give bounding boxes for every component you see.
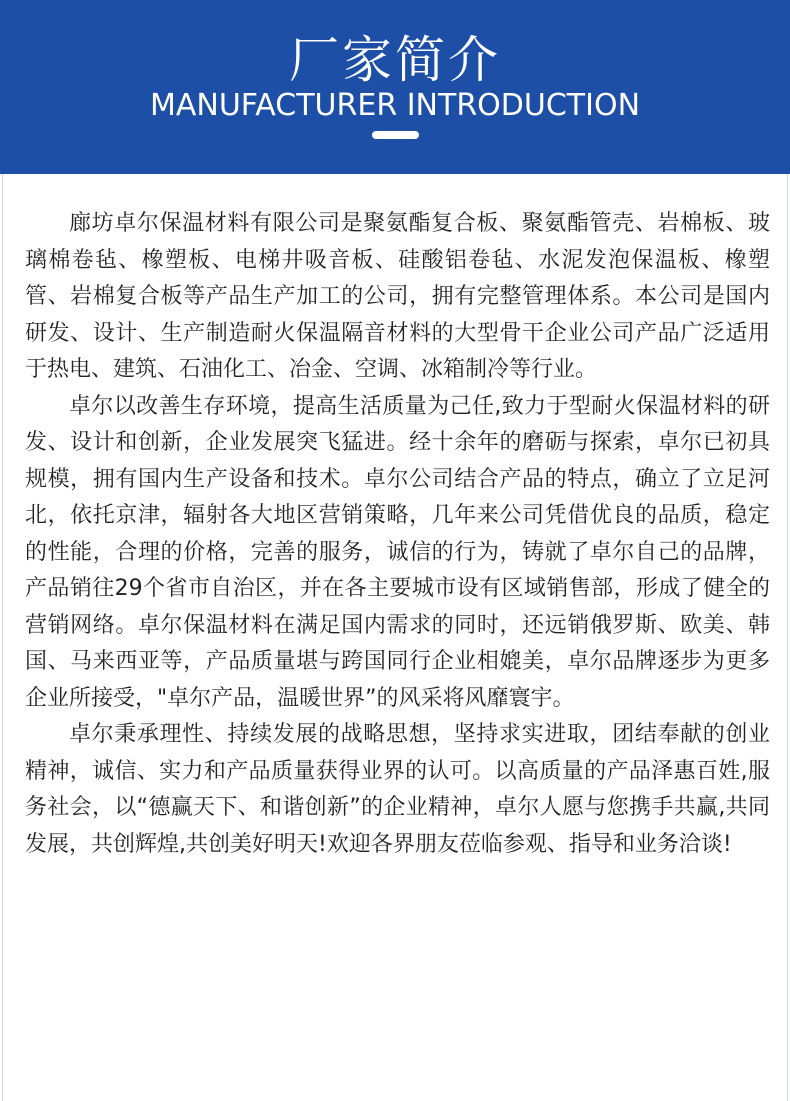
paragraph-company-overview: 廊坊卓尔保温材料有限公司是聚氨酯复合板、聚氨酯管壳、岩棉板、玻璃棉卷毡、橡塑板、电梯井吸音板、硅酸铝卷毡、水泥发泡保温板、橡塑管、岩棉复合板等产品生产加工的公司，拥有完整管理体系。本公司是国内研发、设计、生产制造耐火保温隔音材料的大型骨干企业公司产品广泛适用于热电、建筑、石油化工、冶金、空调、冰箱制冷等行业。 (25, 211, 770, 382)
introduction-body (25, 206, 770, 863)
page-title: 厂家简介 (289, 31, 501, 89)
page-subtitle: MANUFACTURER INTRODUCTION (149, 88, 641, 123)
left-border-line (2, 174, 3, 1101)
header-banner (0, 0, 790, 174)
paragraph-development: 卓尔以改善生存环境，提高生活质量为己任,致力于型耐火保温材料的研发、设计和创新，企业发展突飞猛进。经十余年的磨砺与探索，卓尔已初具规模，拥有国内生产设备和技术。卓尔公司结合产品的特点，确立了立足河北，依托京津，辐射各大地区营销策略，几年来公司凭借优良的品质，稳定的性能，合理的价格，完善的服务，诚信的行为，铸就了卓尔自己的品牌，产品销往29个省市自治区，并在各主要城市设有区域销售部，形成了健全的营销网络。卓尔保温材料在满足国内需求的同时，还远销俄罗斯、欧美、韩国、马来西亚等，产品质量堪与跨国同行企业相媲美，卓尔品牌逐步为更多企业所接受，"卓尔产品，温暖世界”的风采将风靡寰宇。 (25, 393, 770, 711)
paragraph-philosophy: 卓尔秉承理性、持续发展的战略思想，坚持求实进取，团结奉献的创业精神，诚信、实力和产品质量获得业界的认可。以高质量的产品泽惠百姓,服务社会，以“德赢天下、和谐创新”的企业精神，卓尔人愿与您携手共赢,共同发展，共创辉煌,共创美好明天!欢迎各界朋友莅临参观、指导和业务洽谈! (25, 722, 770, 857)
title-underline (372, 131, 419, 139)
right-border-line (787, 174, 788, 1101)
